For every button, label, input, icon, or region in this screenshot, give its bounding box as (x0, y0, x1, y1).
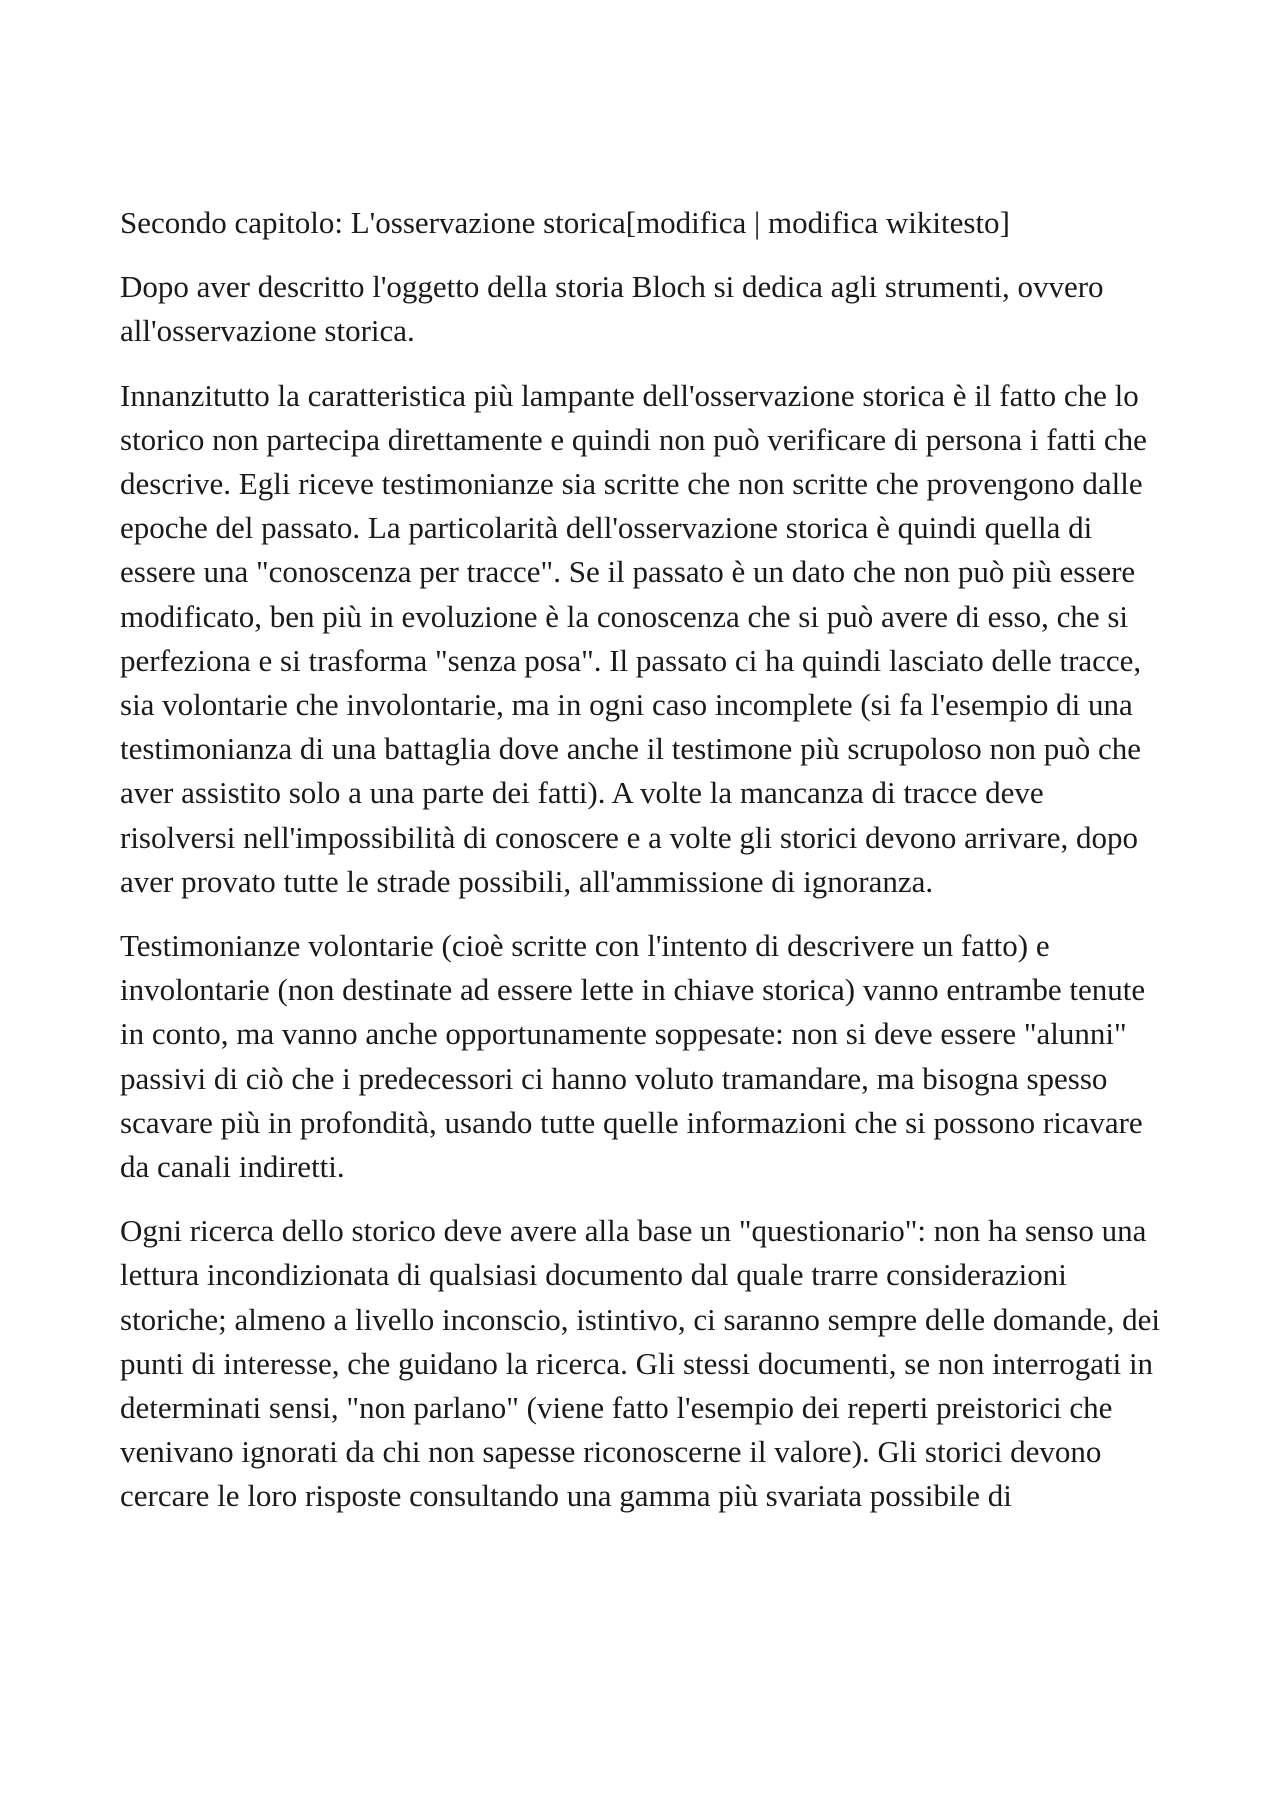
paragraph-traces: Innanzitutto la caratteristica più lampante dell'osservazione storica è il fatto che lo storico non partecipa direttamente e quindi non può verificare di persona i fatti che descrive. Egli riceve testimonianze sia scritte che non scritte che provengono dalle epoche del passato. La particolarità dell'osservazione storica è quindi quella di essere una "conoscenza per tracce". Se il passato è un dato che non può più essere modificato, ben più in evoluzione è la conoscenza che si può avere di esso, che si perfeziona e si trasforma "senza posa". Il passato ci ha quindi lasciato delle tracce, sia volontarie che involontarie, ma in ogni caso incomplete (si fa l'esempio di una testimonianza di una battaglia dove anche il testimone più scrupoloso non può che aver assistito solo a una parte dei fatti). A volte la mancanza di tracce deve risolversi nell'impossibilità di conoscere e a volte gli storici devono arrivare, dopo aver provato tutte le strade possibili, all'ammissione di ignoranza. (120, 377, 1147, 899)
section-title: Secondo capitolo: L'osservazione storica (120, 205, 626, 240)
edit-links (626, 205, 1010, 240)
section-heading (120, 201, 1160, 245)
paragraph-intro: Dopo aver descritto l'oggetto della storia Bloch si dedica agli strumenti, ovvero all'osservazione storica. (120, 269, 1104, 349)
paragraph-questionnaire: Ogni ricerca dello storico deve avere alla base un "questionario": non ha senso una lettura incondizionata di qualsiasi documento dal quale trarre considerazioni storiche; almeno a livello inconscio, istintivo, ci saranno sempre delle domande, dei punti di interesse, che guidano la ricerca. Gli stessi documenti, se non interrogati in determinati sensi, "non parlano" (viene fatto l'esempio dei reperti preistorici che venivano ignorati da chi non sapesse riconoscerne il valore). Gli storici devono cercare le loro risposte consultando una gamma più svariata possibile di (120, 1213, 1160, 1514)
edit-separator: | (746, 205, 768, 240)
edit-link[interactable]: modifica (636, 205, 747, 240)
edit-source-link[interactable]: modifica wikitesto (767, 205, 1000, 240)
document-body (120, 201, 1160, 1539)
bracket-open: [ (625, 205, 637, 240)
paragraph-testimonies: Testimonianze volontarie (cioè scritte con l'intento di descrivere un fatto) e involontarie (non destinate ad essere lette in chiave storica) vanno entrambe tenute in conto, ma vanno anche opportunamente soppesate: non si deve essere "alunni" passivi di ciò che i predecessori ci hanno voluto tramandare, ma bisogna spesso scavare più in profondità, usando tutte quelle informazioni che si possono ricavare da canali indiretti. (120, 928, 1146, 1185)
bracket-close: ] (999, 205, 1010, 240)
